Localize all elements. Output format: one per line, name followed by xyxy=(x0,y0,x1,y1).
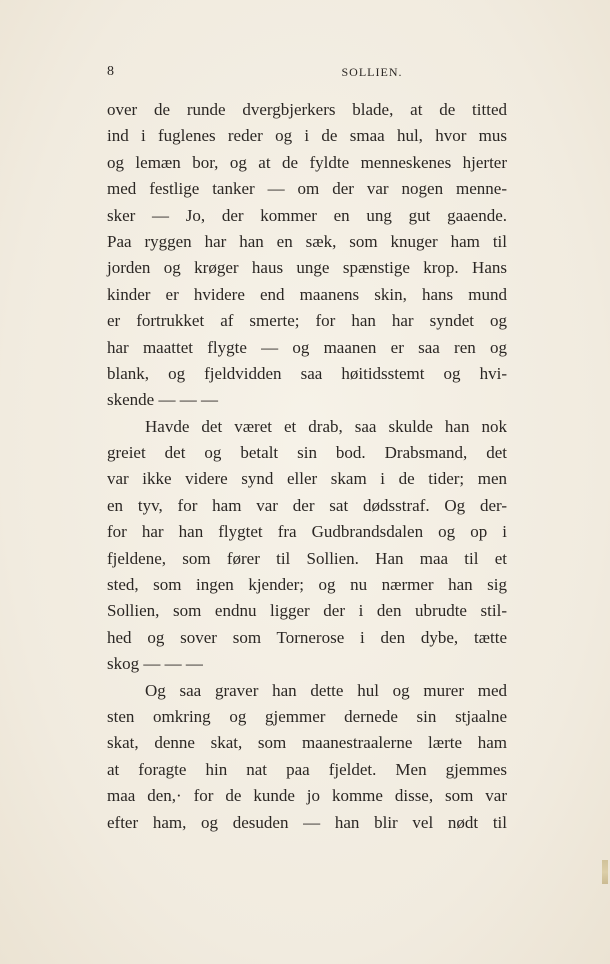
text-line: sten omkring og gjemmer dernede sin stjaalne xyxy=(107,706,507,726)
text-line: skog — — — xyxy=(107,654,203,674)
text-line: jorden og krøger haus unge spænstige krop. Hans xyxy=(107,258,507,278)
text-line: en tyv, for ham var der sat dødsstraf. Og der- xyxy=(107,495,507,515)
text-line: og lemæn bor, og at de fyldte menneskenes hjerter xyxy=(107,152,507,172)
text-line: for har han flygtet fra Gudbrandsdalen og op i xyxy=(107,522,507,542)
text-line: var ikke videre synd eller skam i de tider; men xyxy=(107,469,507,489)
body-text xyxy=(107,97,507,836)
text-line: Havde det været et drab, saa skulde han nok xyxy=(145,416,507,436)
text-line: maa den,· for de kunde jo komme disse, som var xyxy=(107,786,507,806)
text-line: er fortrukket af smerte; for han har syndet og xyxy=(107,311,507,331)
page-edge-mark xyxy=(602,860,608,884)
text-line: hed og sover som Tornerose i den dybe, tætte xyxy=(107,627,507,647)
text-line: ind i fuglenes reder og i de smaa hul, hvor mus xyxy=(107,126,507,146)
text-line: Sollien, som endnu ligger der i den ubrudte stil- xyxy=(107,601,507,621)
text-line: sker — Jo, der kommer en ung gut gaaende. xyxy=(107,205,507,225)
text-line: kinder er hvidere end maanens skin, hans mund xyxy=(107,284,507,304)
page-header xyxy=(107,64,507,84)
page-number: 8 xyxy=(107,64,114,79)
text-line: skende — — — xyxy=(107,390,218,410)
text-line: blank, og fjeldvidden saa høitidsstemt og hvi- xyxy=(107,363,507,383)
text-line: med festlige tanker — om der var nogen menne- xyxy=(107,179,507,199)
text-line: Og saa graver han dette hul og murer med xyxy=(145,680,507,700)
text-line: Paa ryggen har han en sæk, som knuger ham til xyxy=(107,231,507,251)
text-line: skat, denne skat, som maanestraalerne lærte ham xyxy=(107,733,507,753)
text-line: at foragte hin nat paa fjeldet. Men gjemmes xyxy=(107,759,507,779)
text-line: sted, som ingen kjender; og nu nærmer han sig xyxy=(107,575,507,595)
text-line: efter ham, og desuden — han blir vel nødt til xyxy=(107,812,507,832)
text-line: over de runde dvergbjerkers blade, at de titted xyxy=(107,100,507,119)
running-title: SOLLIEN. xyxy=(341,65,403,79)
text-line: greiet det og betalt sin bod. Drabsmand, det xyxy=(107,443,507,463)
text-line: fjeldene, som fører til Sollien. Han maa til et xyxy=(107,548,507,568)
text-line: har maattet flygte — og maanen er saa ren og xyxy=(107,337,507,357)
